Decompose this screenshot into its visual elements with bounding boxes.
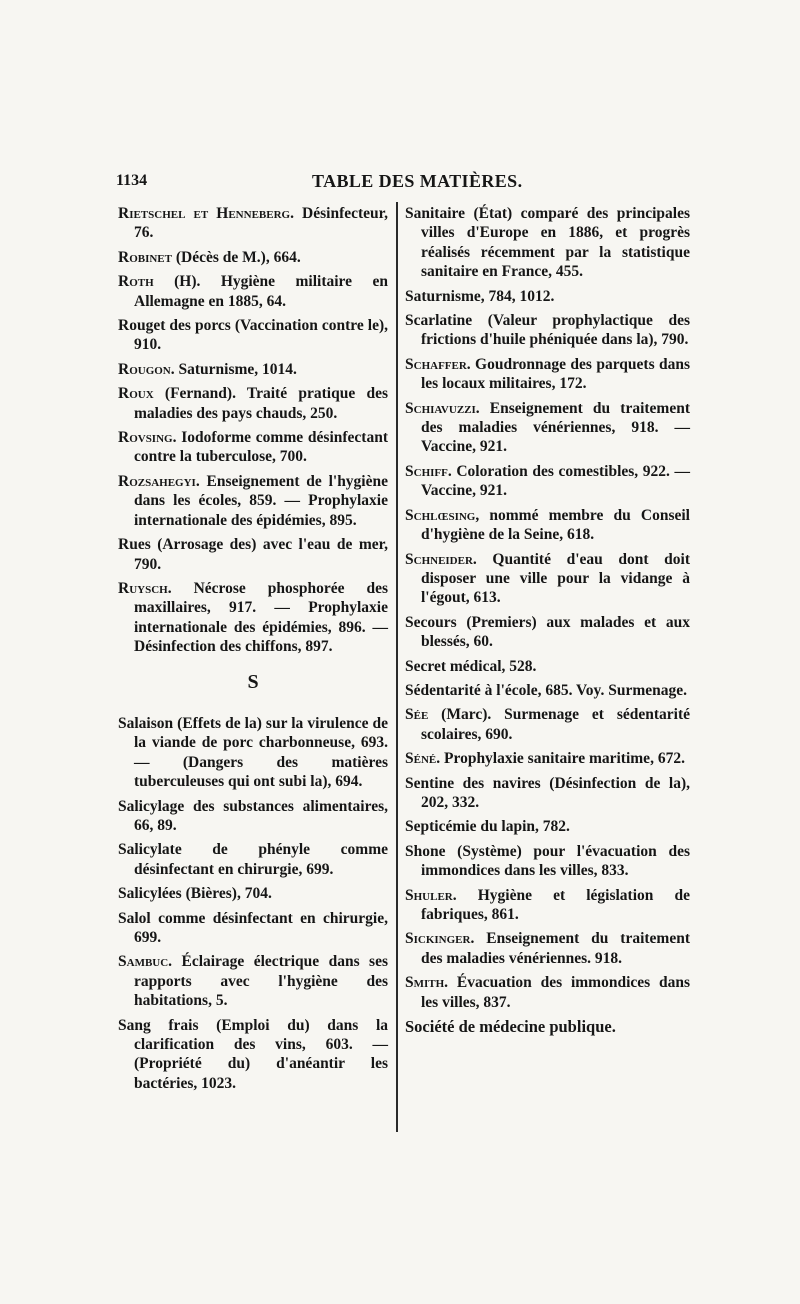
- entry-text: Salicylate de phényle comme désinfectant en chirurgie, 699.: [118, 841, 388, 878]
- entry-text: Coloration des comestibles, 922. — Vaccine, 921.: [421, 462, 690, 500]
- entry-text: Hygiène et législation de fabriques, 861.: [421, 886, 690, 923]
- column-divider: [396, 202, 398, 1132]
- index-entry: [405, 506, 690, 545]
- entry-text: Iodoforme comme désinfectant contre la tuberculose, 700.: [134, 429, 388, 466]
- entry-text: Sanitaire (État) comparé des principales villes d'Europe en 1886, et progrès réalisés récemment par la statistique sanitaire en France, 455.: [405, 205, 690, 281]
- entry-text: Salol comme désinfectant en chirurgie, 699.: [118, 909, 388, 946]
- index-entry: [405, 399, 690, 457]
- index-entry: [118, 472, 388, 530]
- entry-author-name: Rougon.: [118, 360, 175, 378]
- entry-text: nommé membre du Conseil d'hygiène de la Seine, 618.: [421, 506, 690, 544]
- entry-text: Éclairage électrique dans ses rapports avec l'hygiène des habitations, 5.: [134, 953, 388, 1010]
- entry-text: Scarlatine (Valeur prophylactique des frictions d'huile phéniquée dans la), 790.: [405, 312, 690, 349]
- entry-text: Rouget des porcs (Vaccination contre le), 910.: [118, 317, 388, 354]
- index-entry: [118, 204, 388, 243]
- index-entry: [118, 840, 388, 879]
- index-entry: [405, 657, 690, 676]
- index-entry: [118, 272, 388, 311]
- entry-text: Prophylaxie sanitaire maritime, 672.: [440, 750, 685, 768]
- index-entry: [118, 316, 388, 355]
- index-entry: [405, 817, 690, 836]
- entry-text: Enseignement du traitement des maladies vénériennes. 918.: [421, 930, 690, 967]
- entry-text: Salicylées (Bières), 704.: [118, 885, 272, 903]
- index-entry: [118, 909, 388, 948]
- entry-author-name: Schaffer.: [405, 355, 471, 373]
- entry-text: Salicylage des substances alimentaires, 66, 89.: [118, 797, 388, 834]
- entry-text: Enseignement du traitement des maladies vénériennes, 918. — Vaccine, 921.: [421, 399, 690, 456]
- index-entry: [405, 973, 690, 1012]
- right-column: [405, 204, 690, 1041]
- index-entry: [118, 360, 388, 379]
- entry-author-name: Schneider.: [405, 550, 477, 568]
- entry-text: Septicémie du lapin, 782.: [405, 818, 570, 836]
- entry-text: Salaison (Effets de la) sur la virulence de la viande de porc charbonneuse, 693. — (Dangers des matières tuberculeuses qui ont subi la), 694.: [118, 714, 388, 791]
- index-entry: [118, 535, 388, 574]
- entry-text: Société de médecine publique.: [405, 1017, 616, 1037]
- entry-text: Rues (Arrosage des) avec l'eau de mer, 790.: [118, 536, 388, 573]
- index-entry: [405, 1017, 690, 1036]
- entry-text: Sédentarité à l'école, 685. Voy. Surmenage.: [405, 681, 687, 699]
- index-entry: [118, 884, 388, 903]
- index-entry: [405, 355, 690, 394]
- index-entry: [405, 842, 690, 881]
- entry-author-name: Séné.: [405, 750, 441, 768]
- index-entry: [405, 550, 690, 608]
- entry-author-name: Roth: [118, 273, 154, 291]
- entry-text: (Décès de M.), 664.: [172, 248, 301, 266]
- entry-author-name: Schiavuzzi.: [405, 399, 480, 417]
- entry-text: Shone (Système) pour l'évacuation des immondices dans les villes, 833.: [405, 842, 690, 880]
- entry-author-name: Ruysch.: [118, 579, 172, 597]
- index-entry: [118, 384, 388, 423]
- index-entry: [405, 749, 690, 768]
- entry-author-name: Rietschel et Henneberg.: [118, 205, 294, 222]
- entry-text: Évacuation des immondices dans les villes, 837.: [421, 974, 690, 1011]
- index-entry: [405, 886, 690, 925]
- entry-text: (Marc). Surmenage et sédentarité scolaires, 690.: [421, 706, 690, 743]
- entry-text: Sang frais (Emploi du) dans la clarification des vins, 603. — (Propriété du) d'anéantir les bactéries, 1023.: [118, 1016, 388, 1092]
- entry-text: Quantité d'eau dont doit disposer une ville pour la vidange à l'égout, 613.: [421, 550, 690, 607]
- index-entry: [118, 428, 388, 467]
- index-entry: [118, 1016, 388, 1094]
- entry-author-name: Smith.: [405, 974, 449, 992]
- index-entry: [118, 248, 388, 267]
- entry-text: (Fernand). Traité pratique des maladies des pays chauds, 250.: [134, 385, 388, 422]
- entry-author-name: Shuler.: [405, 886, 457, 904]
- entry-text: Saturnisme, 784, 1012.: [405, 287, 555, 305]
- entry-text: Secret médical, 528.: [405, 657, 537, 675]
- entry-text: Sentine des navires (Désinfection de la), 202, 332.: [405, 774, 690, 811]
- index-entry: [118, 714, 388, 792]
- index-entry: [405, 613, 690, 652]
- index-entry: [405, 681, 690, 700]
- index-entry: [405, 929, 690, 968]
- index-entry: [405, 462, 690, 501]
- entry-author-name: Roux: [118, 385, 154, 403]
- entry-text: Désinfecteur, 76.: [134, 205, 389, 242]
- index-entry: [118, 952, 388, 1010]
- section-letter: S: [247, 670, 259, 693]
- entry-author-name: Schlœsing,: [405, 506, 480, 524]
- entry-author-name: Sickinger.: [405, 930, 475, 948]
- left-column: [118, 204, 388, 1098]
- entry-text: Enseignement de l'hygiène dans les écoles, 859. — Prophylaxie internationale des épidémies, 895.: [134, 472, 388, 529]
- entry-text: (H). Hygiène militaire en Allemagne en 1885, 64.: [134, 273, 388, 310]
- index-entry: [405, 204, 690, 282]
- entry-author-name: Rovsing.: [118, 429, 177, 447]
- entry-text: Nécrose phosphorée des maxillaires, 917. — Prophylaxie internationale des épidémies, 896. — Désinfection des chiffons, 897.: [134, 579, 388, 656]
- index-entry: [405, 287, 690, 306]
- index-entry: [405, 705, 690, 744]
- entry-text: Goudronnage des parquets dans les locaux militaires, 172.: [421, 355, 690, 393]
- index-entry: [405, 311, 690, 350]
- page-number: 1134: [116, 172, 148, 189]
- entry-author-name: Sambuc.: [118, 953, 173, 971]
- running-title: TABLE DES MATIÈRES.: [312, 171, 523, 191]
- index-entry: [118, 797, 388, 836]
- entry-author-name: Rozsahegyi.: [118, 472, 200, 490]
- index-entry: [118, 579, 388, 657]
- entry-author-name: Robinet: [118, 248, 172, 266]
- entry-text: Secours (Premiers) aux malades et aux blessés, 60.: [405, 613, 690, 651]
- index-entry: [405, 774, 690, 813]
- entry-text: Saturnisme, 1014.: [174, 360, 297, 378]
- entry-author-name: Sée: [405, 706, 429, 724]
- entry-author-name: Schiff.: [405, 462, 452, 480]
